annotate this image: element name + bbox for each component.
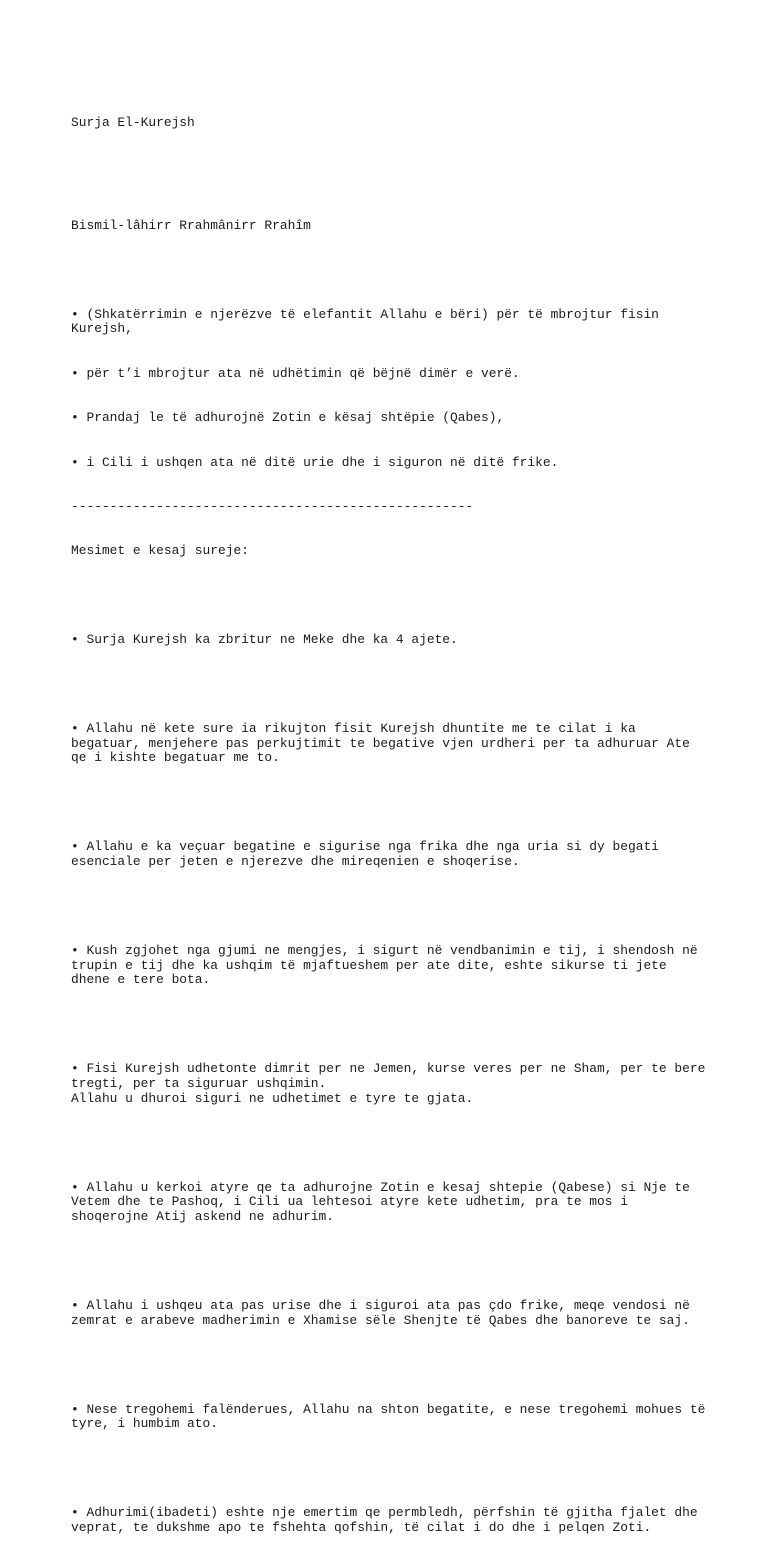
lesson-5: • Fisi Kurejsh udhetonte dimrit per ne Jemen, kurse veres per ne Sham, per te bere tregti, per ta siguruar ushqimin. Allahu u dhuroi siguri ne udhetimet e tyre te gjata. — [71, 1061, 706, 1106]
verse-1: • (Shkatërrimin e njerëzve të elefantit Allahu e bëri) për të mbrojtur fisin Kurejsh, — [71, 306, 667, 337]
lesson-1: • Surja Kurejsh ka zbritur ne Meke dhe ka 4 ajete. — [71, 632, 458, 648]
document-page — [71, 86, 714, 1551]
lesson-4: • Kush zgjohet nga gjumi ne mengjes, i sigurt në vendbanimin e tij, i shendosh në trupin e tij dhe ka ushqim të mjaftueshem per ate dite, eshte sikurse ti jete dhene e tere bota. — [71, 942, 706, 988]
verse-4: • i Cili i ushqen ata në ditë urie dhe i siguron në ditë frike. — [71, 454, 559, 470]
lesson-6: • Allahu u kerkoi atyre qe ta adhurojne Zotin e kesaj shtepie (Qabese) si Nje te Vetem dhe te Pashoq, i Cili ua lehtesoi atyre kete udhetim, pra te mos i shoqerojne Atij askend ne adhurim. — [71, 1179, 698, 1225]
divider-line: ---------------------------------------------------- — [71, 498, 474, 514]
lesson-7: • Allahu i ushqeu ata pas urise dhe i siguroi ata pas çdo frike, meqe vendosi në zemrat e arabeve madherimin e Xhamise sёle Shenjte të Qabes dhe banoreve te saj. — [71, 1297, 698, 1328]
lesson-2: • Allahu në kete sure ia rikujton fisit Kurejsh dhuntite me te cilat i ka begatuar, menjehere pas perkujtimit te begative vjen urdheri per ta adhuruar Ate qe i kishte begatuar me to. — [71, 720, 698, 766]
document-title: Surja El-Kurejsh — [71, 114, 195, 130]
verse-3: • Prandaj le të adhurojnë Zotin e kësaj shtëpie (Qabes), — [71, 410, 505, 426]
verse-2: • për t’i mbrojtur ata në udhëtimin që bëjnë dimër e verë. — [71, 365, 520, 381]
lessons-heading: Mesimet e kesaj sureje: — [71, 543, 249, 559]
lesson-3: • Allahu e ka veçuar begatine e sigurise nga frika dhe nga uria si dy begati esenciale per jeten e njerezve dhe mireqenien e shoqerise. — [71, 839, 667, 870]
bismillah-line: Bismil-lâhirr Rrahmânirr Rrahîm — [71, 217, 311, 233]
lesson-9: • Adhurimi(ibadeti) eshte nje emertim qe permbledh, përfshin të gjitha fjalet dhe veprat, te dukshme apo te fshehta qofshin, të cilat i do dhe i pelqen Zoti. — [71, 1505, 706, 1535]
lesson-8: • Nese tregohemi falënderues, Allahu na shton begatite, e nese tregohemi mohues të tyre, i humbim ato. — [71, 1401, 714, 1432]
